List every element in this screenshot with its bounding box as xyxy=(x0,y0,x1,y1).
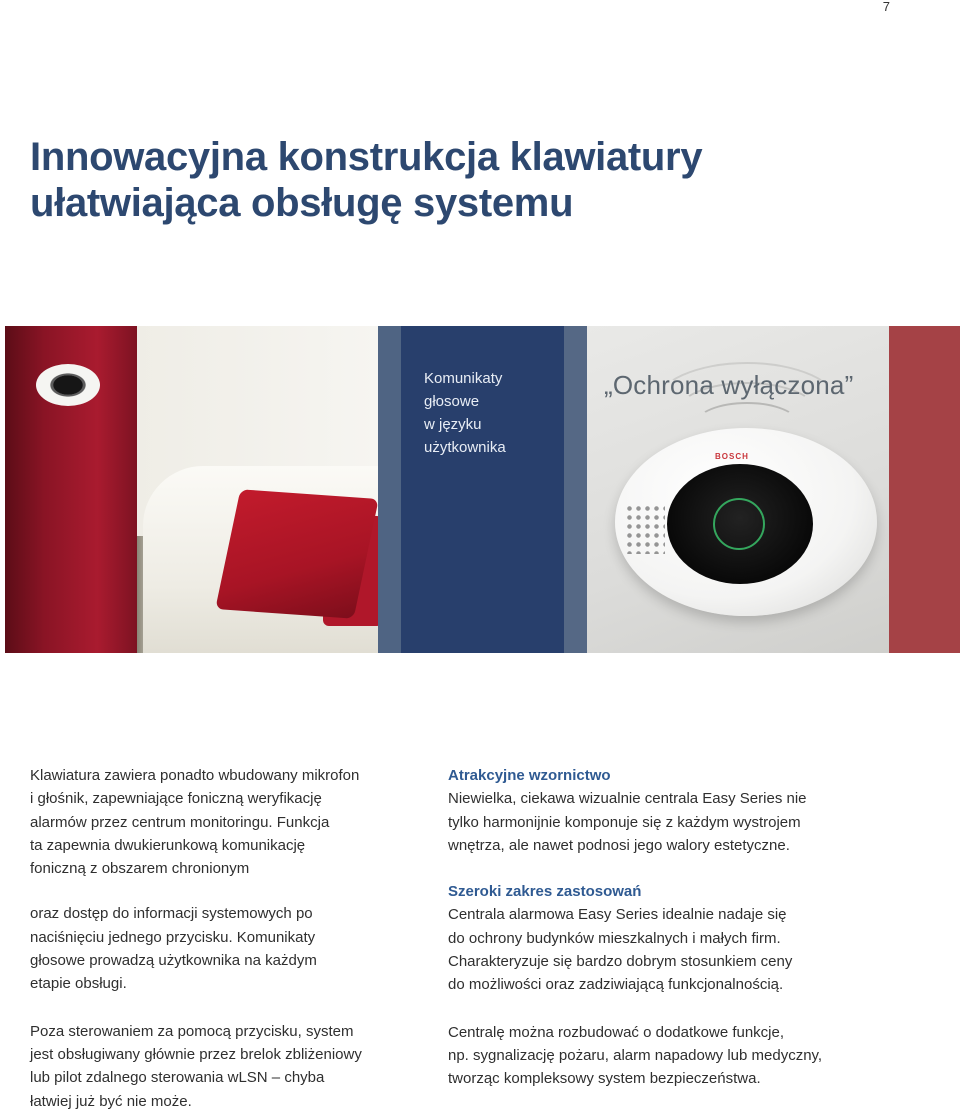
text-line: alarmów przez centrum monitoringu. Funkcja xyxy=(30,813,330,831)
living-room-photo xyxy=(5,326,378,653)
section-heading: Atrakcyjne wzornictwo xyxy=(448,767,611,784)
section-applications xyxy=(448,880,908,996)
text-line: Centrala alarmowa Easy Series idealnie nadaje się xyxy=(448,906,787,924)
caption-line: użytkownika xyxy=(424,439,506,456)
slate-strip xyxy=(378,326,401,653)
text-line: Charakteryzuje się bardzo dobrym stosunkiem ceny xyxy=(448,953,793,971)
text-line: etapie obsługi. xyxy=(30,975,127,993)
text-line: Klawiatura zawiera ponadto wbudowany mikrofon xyxy=(30,767,360,784)
text-line: do ochrony budynków mieszkalnych i małych firm. xyxy=(448,929,781,947)
text-line: foniczną z obszarem chronionym xyxy=(30,860,250,878)
wall-speaker-icon xyxy=(36,364,100,406)
page-number: 7 xyxy=(882,0,890,14)
text-line: tworząc kompleksowy system bezpieczeństwa. xyxy=(448,1070,761,1088)
text-line: oraz dostęp do informacji systemowych po xyxy=(30,905,313,923)
text-line: ta zapewnia dwukierunkową komunikację xyxy=(30,836,306,854)
image-caption xyxy=(424,367,506,459)
voice-message-quote: „Ochrona wyłączona” xyxy=(604,370,854,400)
section-body xyxy=(448,1021,908,1091)
text-line: jest obsługiwany głównie przez brelok zbliżeniowy xyxy=(30,1045,362,1063)
page-title-line-1: Innowacyjna konstrukcja klawiatury xyxy=(30,135,703,179)
text-line: Poza sterowaniem za pomocą przycisku, system xyxy=(30,1022,354,1040)
red-cushion-image xyxy=(215,489,378,618)
text-line: lub pilot zdalnego sterowania wLSN – chyba xyxy=(30,1069,325,1087)
left-column xyxy=(30,764,420,1113)
text-line: i głośnik, zapewniające foniczną weryfikację xyxy=(30,790,322,808)
page-title xyxy=(30,134,702,226)
text-line: głosowe prowadzą użytkownika na każdym xyxy=(30,952,317,970)
page-title-line-2: ułatwiająca obsługę systemu xyxy=(30,181,574,225)
text-line: np. sygnalizację pożaru, alarm napadowy lub medyczny, xyxy=(448,1046,823,1064)
slate-strip-2 xyxy=(564,326,587,653)
keypad-buttons-icon xyxy=(625,504,665,554)
red-strip xyxy=(889,326,960,653)
section-expansion xyxy=(448,1021,908,1091)
paragraph-1 xyxy=(30,764,420,880)
text-line: łatwiej już być nie może. xyxy=(30,1092,192,1110)
caption-line: głosowe xyxy=(424,393,480,410)
caption-line: Komunikaty xyxy=(424,370,503,387)
section-design xyxy=(448,764,908,857)
text-line: Niewielka, ciekawa wizualnie centrala Easy Series nie xyxy=(448,790,807,808)
caption-line: w języku xyxy=(424,416,482,433)
text-line: tylko harmonijnie komponuje się z każdym wystrojem xyxy=(448,813,801,831)
right-column xyxy=(448,764,908,1091)
section-heading: Szeroki zakres zastosowań xyxy=(448,883,642,901)
text-line: naciśnięciu jednego przycisku. Komunikaty xyxy=(30,928,316,946)
paragraph-3 xyxy=(30,1020,420,1113)
device-logo: BOSCH xyxy=(715,452,749,461)
status-ring-icon xyxy=(713,498,765,550)
section-body xyxy=(448,787,908,857)
text-line: wnętrza, ale nawet podnosi jego walory estetyczne. xyxy=(448,836,790,854)
paragraph-2 xyxy=(30,902,420,995)
text-line: do możliwości oraz zadziwiającą funkcjonalnością. xyxy=(448,976,784,994)
text-line: Centralę można rozbudować o dodatkowe funkcje, xyxy=(448,1023,785,1041)
section-body xyxy=(448,903,908,996)
